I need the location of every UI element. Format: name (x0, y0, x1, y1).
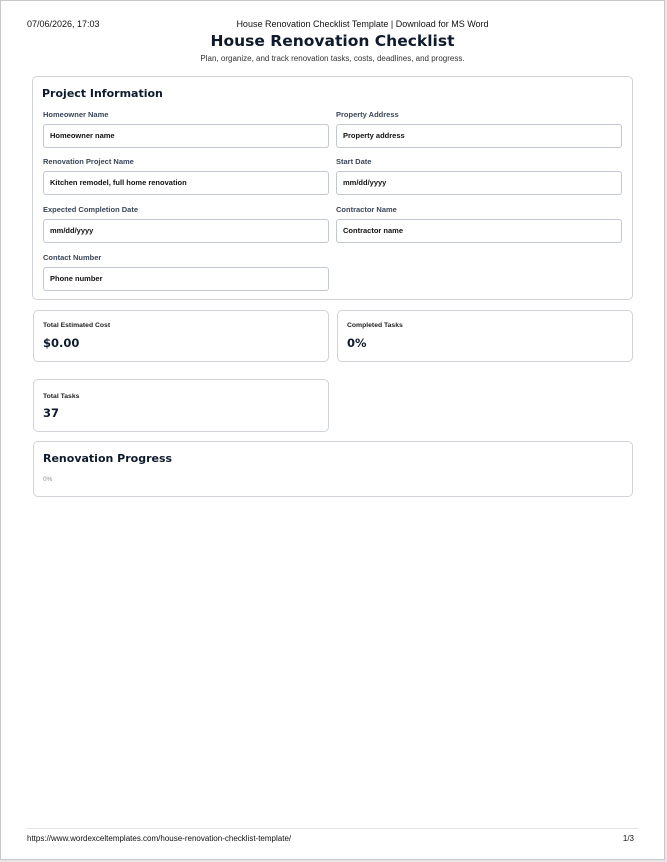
completed-tasks-label: Completed Tasks (347, 322, 403, 329)
print-header (27, 19, 638, 31)
expected-completion-date-label: Expected Completion Date (43, 205, 139, 214)
completed-tasks-value: 0% (347, 336, 367, 350)
contact-number-label: Contact Number (43, 253, 102, 262)
renovation-progress-card (33, 441, 633, 497)
contact-number-field[interactable]: Phone number (43, 267, 329, 291)
completed-tasks-card (337, 310, 633, 362)
total-estimated-cost-value: $0.00 (43, 336, 80, 350)
total-estimated-cost-card (33, 310, 329, 362)
total-tasks-value: 37 (43, 406, 60, 420)
project-information-card (32, 76, 633, 300)
renovation-progress-percent: 0% (43, 476, 53, 483)
contractor-name-label: Contractor Name (336, 205, 397, 214)
start-date-label: Start Date (336, 157, 372, 166)
project-information-heading: Project Information (42, 87, 163, 100)
total-tasks-card (33, 379, 329, 432)
print-footer (27, 828, 638, 843)
renovation-project-name-field[interactable]: Kitchen remodel, full home renovation (43, 171, 329, 195)
contractor-name-field[interactable]: Contractor name (336, 219, 622, 243)
total-estimated-cost-label: Total Estimated Cost (43, 322, 111, 329)
renovation-progress-heading: Renovation Progress (43, 452, 173, 465)
property-address-field[interactable]: Property address (336, 124, 622, 148)
start-date-field[interactable]: mm/dd/yyyy (336, 171, 622, 195)
property-address-label: Property Address (336, 110, 399, 119)
print-footer-url: https://www.wordexceltemplates.com/house-renovation-checklist-template/ (27, 834, 292, 843)
print-page-number: 1/3 (622, 834, 634, 843)
page-subtitle: Plan, organize, and track renovation tasks, costs, deadlines, and progress. (200, 54, 465, 63)
expected-completion-date-field[interactable]: mm/dd/yyyy (43, 219, 329, 243)
print-datetime: 07/06/2026, 17:03 (27, 19, 100, 29)
page-title: House Renovation Checklist (210, 32, 455, 50)
renovation-project-name-label: Renovation Project Name (43, 157, 134, 166)
total-tasks-label: Total Tasks (43, 393, 80, 400)
homeowner-name-label: Homeowner Name (43, 110, 109, 119)
print-document-title: House Renovation Checklist Template | Download for MS Word (236, 19, 489, 29)
homeowner-name-field[interactable]: Homeowner name (43, 124, 329, 148)
